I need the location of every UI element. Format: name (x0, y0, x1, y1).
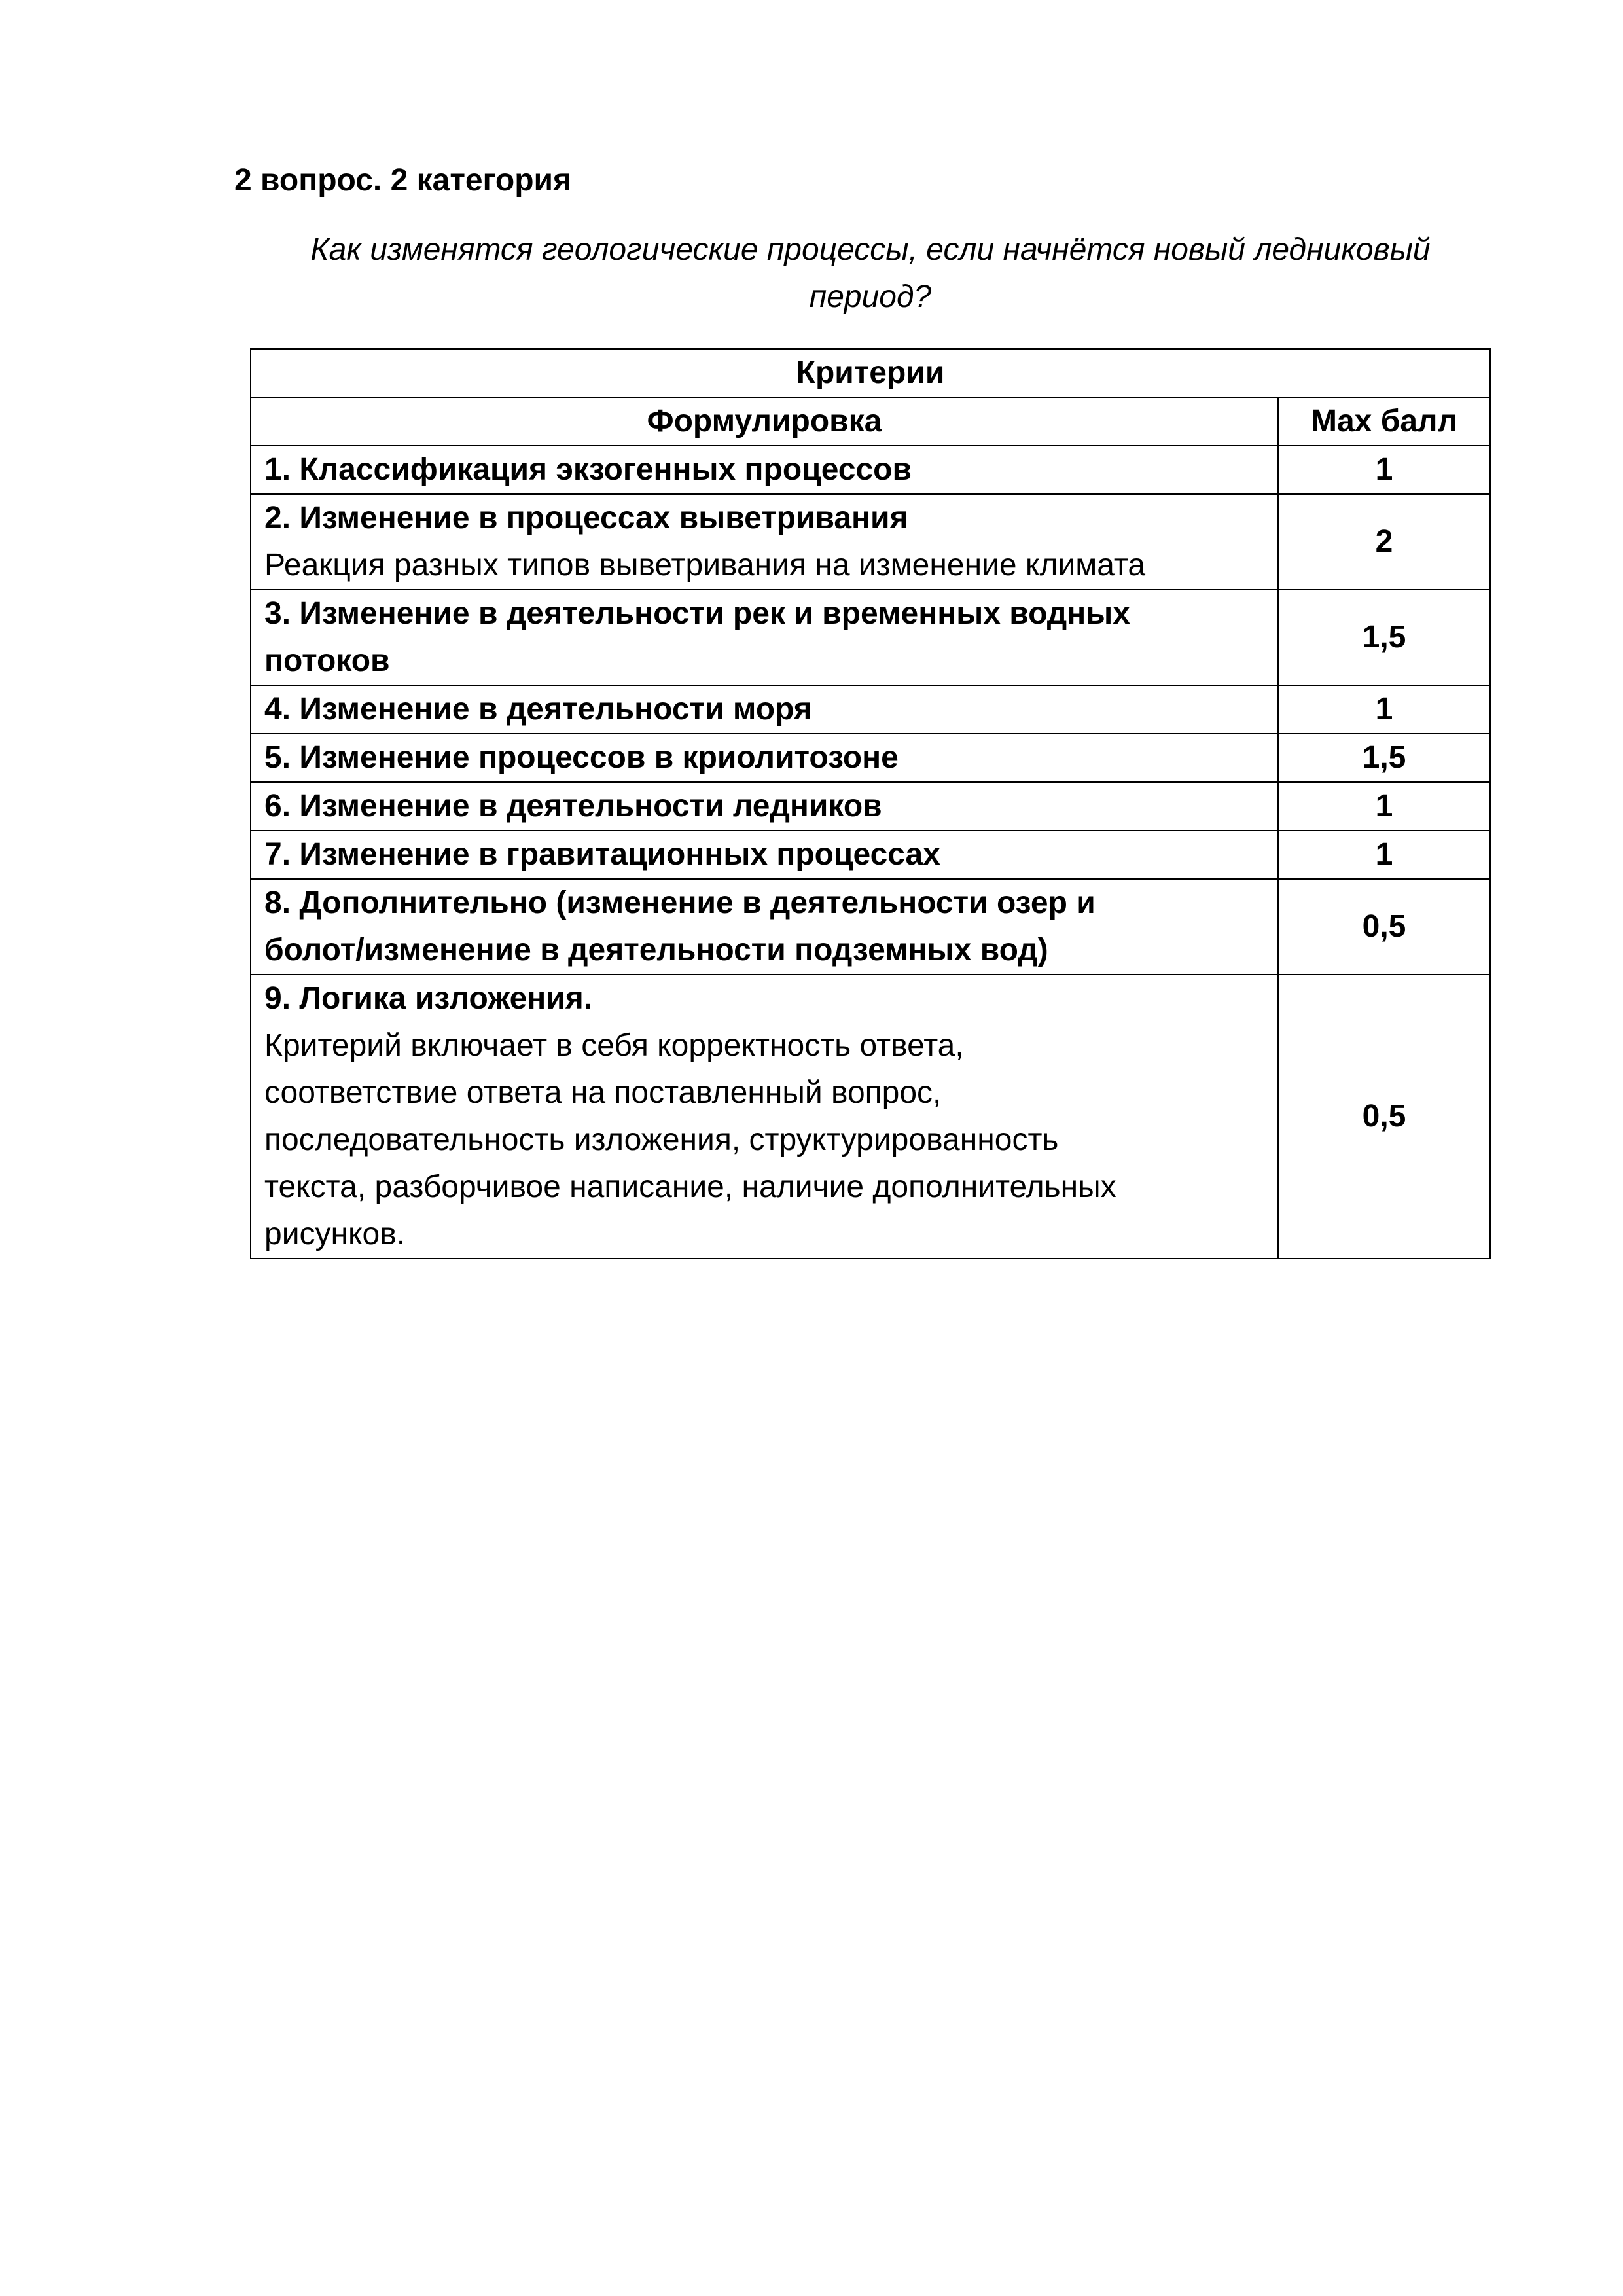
criterion-title: 8. Дополнительно (изменение в деятельности озер и (264, 886, 1096, 920)
criterion-description: Критерий включает в себя корректность ответа, (264, 1028, 964, 1063)
criteria-table (250, 348, 1491, 1259)
criterion-title-continued: болот/изменение в деятельности подземных вод) (264, 933, 1048, 967)
criterion-cell (251, 446, 1278, 494)
criterion-cell (251, 831, 1278, 879)
question-line-2: период? (809, 279, 932, 314)
criterion-title: 6. Изменение в деятельности ледников (264, 789, 882, 823)
criterion-title: 2. Изменение в процессах выветривания (264, 501, 908, 535)
criterion-cell (251, 879, 1278, 975)
criterion-score: 1,5 (1278, 590, 1490, 685)
criterion-score: 0,5 (1278, 879, 1490, 975)
criterion-title-continued: потоков (264, 643, 390, 678)
criterion-title: 7. Изменение в гравитационных процессах (264, 837, 940, 872)
criterion-cell (251, 590, 1278, 685)
criterion-description: соответствие ответа на поставленный вопрос, (264, 1075, 942, 1110)
criterion-title: 5. Изменение процессов в криолитозоне (264, 740, 899, 775)
table-row (251, 831, 1490, 879)
criterion-score: 1 (1278, 685, 1490, 734)
table-title: Критерии (251, 349, 1490, 397)
criterion-description: рисунков. (264, 1217, 406, 1251)
table-row (251, 590, 1490, 685)
criterion-title: 3. Изменение в деятельности рек и временных водных (264, 596, 1130, 631)
criterion-title: 1. Классификация экзогенных процессов (264, 452, 912, 487)
criterion-cell (251, 685, 1278, 734)
criterion-cell (251, 734, 1278, 782)
question-line-1: Как изменятся геологические процессы, если начнётся новый ледниковый (310, 232, 1431, 267)
section-heading: 2 вопрос. 2 категория (234, 163, 572, 198)
criterion-cell (251, 494, 1278, 590)
table-row (251, 685, 1490, 734)
criterion-score: 0,5 (1278, 975, 1490, 1259)
table-row (251, 879, 1490, 975)
table-title-row (251, 349, 1490, 397)
criterion-score: 1 (1278, 831, 1490, 879)
criterion-cell (251, 975, 1278, 1259)
table-row (251, 734, 1490, 782)
criterion-title: 4. Изменение в деятельности моря (264, 692, 812, 726)
criterion-score: 1,5 (1278, 734, 1490, 782)
criterion-score: 1 (1278, 782, 1490, 831)
criterion-description: текста, разборчивое написание, наличие дополнительных (264, 1170, 1116, 1204)
criterion-title: 9. Логика изложения. (264, 981, 593, 1016)
criterion-description: последовательность изложения, структурированность (264, 1122, 1059, 1157)
table-row (251, 975, 1490, 1259)
table-row (251, 494, 1490, 590)
column-header-score: Max балл (1278, 397, 1490, 446)
table-row (251, 782, 1490, 831)
criterion-score: 1 (1278, 446, 1490, 494)
table-row (251, 446, 1490, 494)
criterion-score: 2 (1278, 494, 1490, 590)
table-header-row (251, 397, 1490, 446)
criterion-cell (251, 782, 1278, 831)
column-header-formulation: Формулировка (251, 397, 1278, 446)
criterion-description: Реакция разных типов выветривания на изменение климата (264, 548, 1146, 583)
question-text (250, 226, 1491, 321)
